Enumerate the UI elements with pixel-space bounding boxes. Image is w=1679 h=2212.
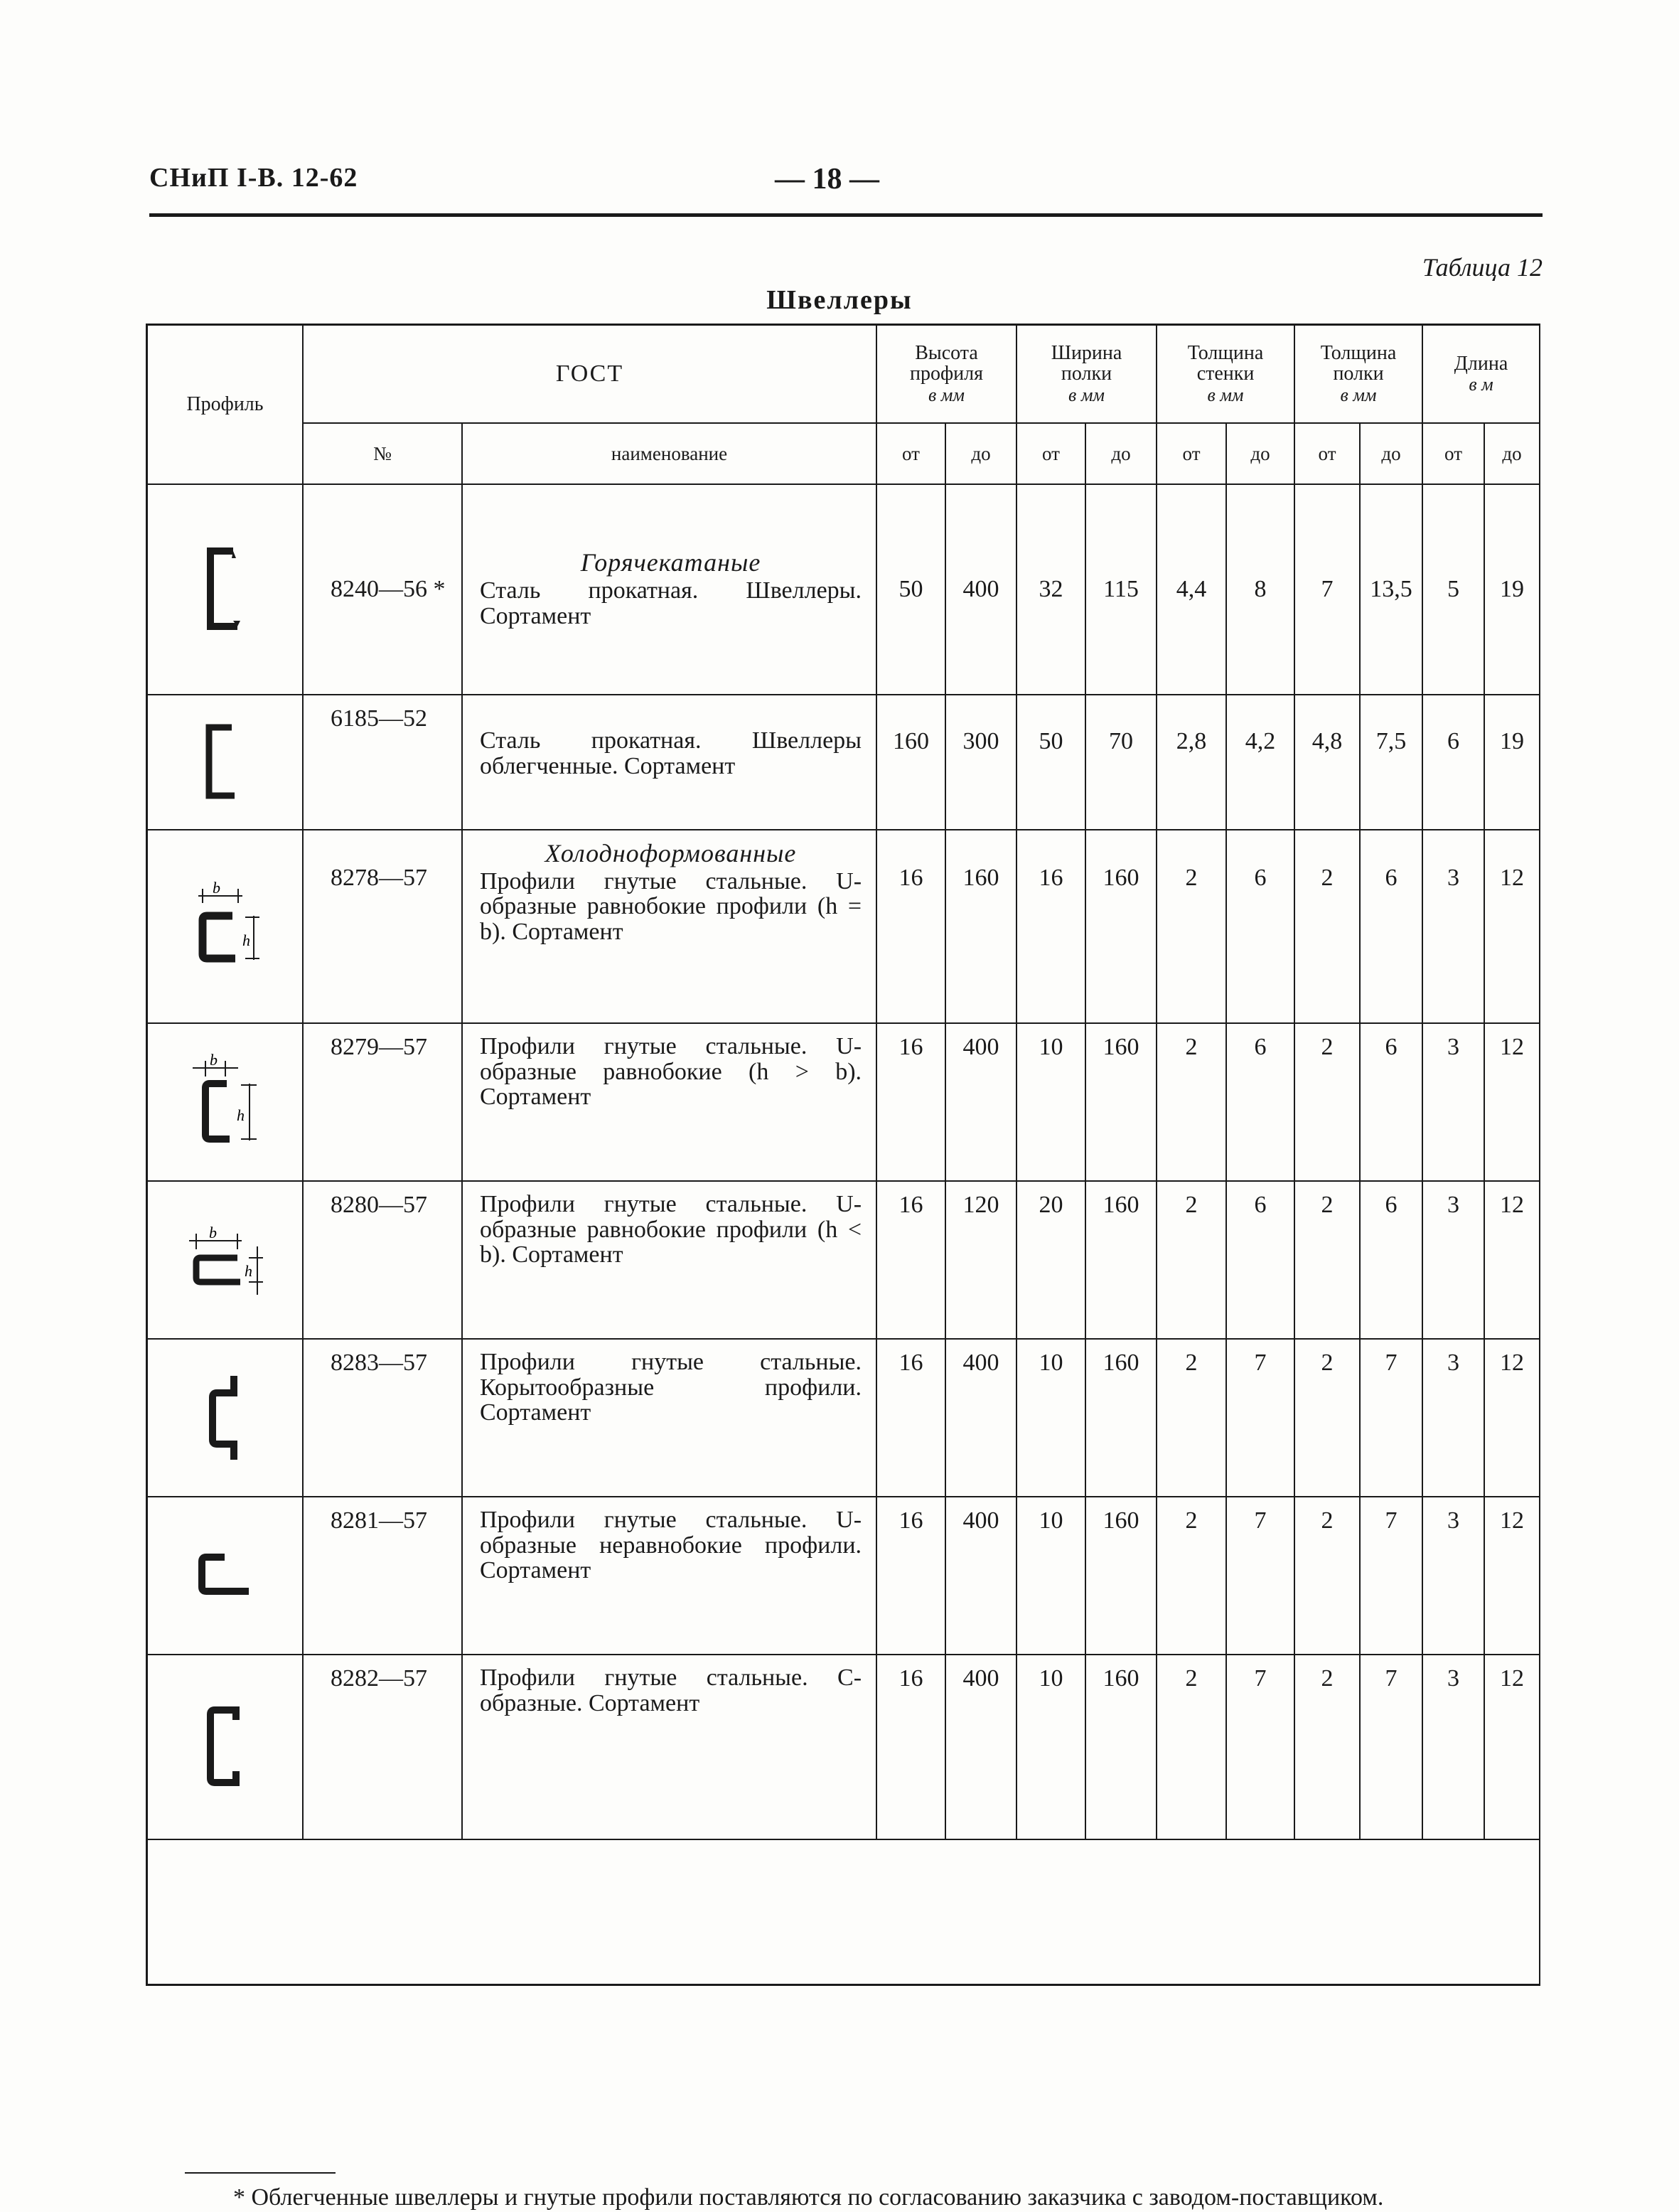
table-title: Швеллеры — [766, 285, 913, 315]
svg-text:h: h — [244, 1262, 252, 1280]
value-cell: 6 — [1226, 1023, 1294, 1181]
value-cell: 3 — [1422, 1023, 1484, 1181]
svg-text:b: b — [208, 1224, 217, 1241]
gost-name: Сталь прокатная. Швеллеры облегченные. Сортамент — [480, 727, 862, 779]
value-cell: 7 — [1360, 1497, 1422, 1655]
footnote: * Облегченные швеллеры и гнутые профили поставляются по согласованию заказчика с заводом-поставщиком. — [233, 2184, 1384, 2211]
channel-hot-rolled-icon — [200, 547, 250, 632]
bent-channel-wide-icon — [179, 1221, 272, 1299]
col-height-l2: профиля — [910, 363, 983, 385]
col-profile: Профиль — [148, 325, 303, 485]
gost-name: Профили гнутые стальные. U-образные неравнобокие профили. Сортамент — [480, 1507, 862, 1584]
value-cell: 8 — [1226, 484, 1294, 695]
col-flange-width-l2: полки — [1061, 363, 1112, 385]
value-cell: 160 — [1085, 1023, 1157, 1181]
col-web-thickness — [1157, 325, 1294, 424]
value-cell: 2 — [1294, 1181, 1360, 1339]
col-flange-thickness — [1294, 325, 1422, 424]
value-cell: 4,2 — [1226, 695, 1294, 830]
value-cell: 160 — [1085, 1181, 1157, 1339]
gost-number: 8283—57 — [303, 1339, 462, 1497]
value-cell: 160 — [945, 830, 1016, 1023]
col-flange-width-to: до — [1085, 423, 1157, 484]
value-cell: 12 — [1484, 1497, 1539, 1655]
col-length — [1422, 325, 1539, 424]
value-cell: 12 — [1484, 1655, 1539, 1839]
col-length-from: от — [1422, 423, 1484, 484]
value-cell: 400 — [945, 1023, 1016, 1181]
value-cell: 12 — [1484, 830, 1539, 1023]
bent-channel-equal-icon — [183, 880, 268, 973]
value-cell: 2 — [1157, 1339, 1226, 1497]
value-cell: 20 — [1016, 1181, 1085, 1339]
value-cell: 400 — [945, 1339, 1016, 1497]
value-cell: 160 — [1085, 1655, 1157, 1839]
col-flange-width-from: от — [1016, 423, 1085, 484]
value-cell: 6 — [1360, 1023, 1422, 1181]
value-cell: 19 — [1484, 484, 1539, 695]
value-cell: 32 — [1016, 484, 1085, 695]
col-flange-thickness-l1: Толщина — [1320, 341, 1397, 364]
value-cell: 6 — [1360, 830, 1422, 1023]
value-cell: 19 — [1484, 695, 1539, 830]
value-cell: 2 — [1157, 1655, 1226, 1839]
col-flange-thickness-from: от — [1294, 423, 1360, 484]
value-cell: 16 — [876, 1655, 945, 1839]
value-cell: 7 — [1226, 1655, 1294, 1839]
profile-cell — [148, 1497, 303, 1655]
table-row — [148, 1655, 1539, 1839]
value-cell: 16 — [876, 1181, 945, 1339]
channel-light-icon — [200, 723, 250, 801]
svg-text:h: h — [242, 931, 250, 949]
col-number: № — [303, 423, 462, 484]
value-cell: 10 — [1016, 1023, 1085, 1181]
page-number: — 18 — — [775, 163, 879, 196]
profile-cell — [148, 695, 303, 830]
value-cell: 2 — [1294, 830, 1360, 1023]
col-flange-width-l1: Ширина — [1051, 341, 1122, 364]
value-cell: 400 — [945, 1655, 1016, 1839]
value-cell: 13,5 — [1360, 484, 1422, 695]
value-cell: 16 — [876, 1497, 945, 1655]
col-height-unit: в мм — [928, 384, 965, 405]
value-cell: 12 — [1484, 1339, 1539, 1497]
value-cell: 4,4 — [1157, 484, 1226, 695]
gost-name-cell — [462, 1497, 876, 1655]
value-cell: 3 — [1422, 1181, 1484, 1339]
value-cell: 16 — [876, 1339, 945, 1497]
value-cell: 3 — [1422, 1655, 1484, 1839]
value-cell: 7 — [1360, 1339, 1422, 1497]
value-cell: 50 — [876, 484, 945, 695]
gost-number: 8279—57 — [303, 1023, 462, 1181]
table-row — [148, 1181, 1539, 1339]
profile-cell — [148, 484, 303, 695]
footnote-rule — [185, 2172, 336, 2174]
value-cell: 4,8 — [1294, 695, 1360, 830]
trough-profile-icon — [197, 1372, 254, 1464]
gost-name-cell — [462, 695, 876, 830]
gost-number: 8240—56 * — [303, 484, 462, 695]
profile-cell — [148, 1339, 303, 1497]
value-cell: 10 — [1016, 1655, 1085, 1839]
table-row — [148, 1339, 1539, 1497]
svg-text:b: b — [212, 880, 220, 897]
gost-number: 8281—57 — [303, 1497, 462, 1655]
bent-channel-tall-icon — [183, 1052, 268, 1152]
value-cell: 16 — [1016, 830, 1085, 1023]
value-cell: 50 — [1016, 695, 1085, 830]
value-cell: 7,5 — [1360, 695, 1422, 830]
value-cell: 7 — [1226, 1497, 1294, 1655]
value-cell: 6 — [1360, 1181, 1422, 1339]
gost-number: 8280—57 — [303, 1181, 462, 1339]
value-cell: 7 — [1226, 1339, 1294, 1497]
value-cell: 2,8 — [1157, 695, 1226, 830]
value-cell: 160 — [876, 695, 945, 830]
gost-name-cell — [462, 1655, 876, 1839]
unequal-channel-icon — [193, 1547, 257, 1604]
gost-name: Профили гнутые стальные. С-образные. Сортамент — [480, 1665, 862, 1716]
value-cell: 400 — [945, 1497, 1016, 1655]
col-height — [876, 325, 1016, 424]
value-cell: 2 — [1157, 1497, 1226, 1655]
value-cell: 300 — [945, 695, 1016, 830]
col-length-to: до — [1484, 423, 1539, 484]
value-cell: 115 — [1085, 484, 1157, 695]
profile-cell — [148, 830, 303, 1023]
value-cell: 12 — [1484, 1181, 1539, 1339]
value-cell: 70 — [1085, 695, 1157, 830]
value-cell: 2 — [1294, 1655, 1360, 1839]
value-cell: 160 — [1085, 830, 1157, 1023]
value-cell: 3 — [1422, 830, 1484, 1023]
header-rule — [149, 213, 1543, 217]
table-frame — [146, 324, 1540, 2211]
gost-number: 8278—57 — [303, 830, 462, 1023]
value-cell: 6 — [1226, 1181, 1294, 1339]
gost-number: 6185—52 — [303, 695, 462, 830]
value-cell: 2 — [1294, 1339, 1360, 1497]
category-label: Холодноформованные — [545, 839, 797, 867]
col-flange-thickness-l2: полки — [1333, 363, 1384, 385]
value-cell: 12 — [1484, 1023, 1539, 1181]
value-cell: 7 — [1360, 1655, 1422, 1839]
svg-text:b: b — [209, 1052, 218, 1069]
gost-name-cell — [462, 1181, 876, 1339]
col-web-thickness-unit: в мм — [1207, 384, 1244, 405]
value-cell: 7 — [1294, 484, 1360, 695]
value-cell: 16 — [876, 830, 945, 1023]
gost-name: Профили гнутые стальные. U-образные равнобокие (h > b). Сортамент — [480, 1033, 862, 1111]
col-height-l1: Высота — [915, 341, 978, 364]
gost-name-cell — [462, 830, 876, 1023]
table-label: Таблица 12 — [1422, 253, 1543, 282]
col-height-to: до — [945, 423, 1016, 484]
standard-code: СНиП I-В. 12-62 — [149, 163, 358, 193]
value-cell: 10 — [1016, 1339, 1085, 1497]
value-cell: 2 — [1294, 1023, 1360, 1181]
col-web-thickness-from: от — [1157, 423, 1226, 484]
gost-name-cell — [462, 1339, 876, 1497]
col-gost: ГОСТ — [303, 325, 876, 424]
table-row — [148, 695, 1539, 830]
col-length-l1: Длина — [1454, 352, 1508, 375]
table-row — [148, 484, 1539, 695]
value-cell: 10 — [1016, 1497, 1085, 1655]
profile-cell — [148, 1023, 303, 1181]
value-cell: 2 — [1157, 830, 1226, 1023]
value-cell: 400 — [945, 484, 1016, 695]
value-cell: 120 — [945, 1181, 1016, 1339]
value-cell: 6 — [1226, 830, 1294, 1023]
col-name: наименование — [462, 423, 876, 484]
profile-cell — [148, 1655, 303, 1839]
col-height-from: от — [876, 423, 945, 484]
c-profile-icon — [200, 1704, 250, 1790]
value-cell: 2 — [1157, 1023, 1226, 1181]
value-cell: 6 — [1422, 695, 1484, 830]
gost-name-cell — [462, 1023, 876, 1181]
value-cell: 160 — [1085, 1339, 1157, 1497]
table-row — [148, 830, 1539, 1023]
category-label: Горячекатаные — [580, 548, 761, 577]
value-cell: 16 — [876, 1023, 945, 1181]
col-length-unit: в м — [1469, 374, 1493, 395]
gost-name: Профили гнутые стальные. U-образные равнобокие профили (h < b). Сортамент — [480, 1191, 862, 1268]
gost-name: Профили гнутые стальные. Корытообразные профили. Сортамент — [480, 1349, 862, 1426]
col-web-thickness-l2: стенки — [1196, 363, 1255, 385]
profile-cell — [148, 1181, 303, 1339]
gost-name: Профили гнутые стальные. U-образные равнобокие профили (h = b). Сортамент — [480, 867, 862, 946]
table-row — [148, 1023, 1539, 1181]
col-web-thickness-l1: Толщина — [1187, 341, 1264, 364]
value-cell: 3 — [1422, 1497, 1484, 1655]
value-cell: 3 — [1422, 1339, 1484, 1497]
gost-name: Сталь прокатная. Швеллеры. Сортамент — [480, 577, 862, 629]
gost-name-cell — [462, 484, 876, 695]
table-row — [148, 1497, 1539, 1655]
value-cell: 2 — [1157, 1181, 1226, 1339]
col-flange-width-unit: в мм — [1068, 384, 1105, 405]
value-cell: 2 — [1294, 1497, 1360, 1655]
col-web-thickness-to: до — [1226, 423, 1294, 484]
svg-text:h: h — [236, 1106, 245, 1124]
col-flange-thickness-to: до — [1360, 423, 1422, 484]
channels-table — [148, 324, 1539, 1840]
value-cell: 5 — [1422, 484, 1484, 695]
col-flange-width — [1016, 325, 1157, 424]
value-cell: 160 — [1085, 1497, 1157, 1655]
gost-number: 8282—57 — [303, 1655, 462, 1839]
col-flange-thickness-unit: в мм — [1340, 384, 1377, 405]
